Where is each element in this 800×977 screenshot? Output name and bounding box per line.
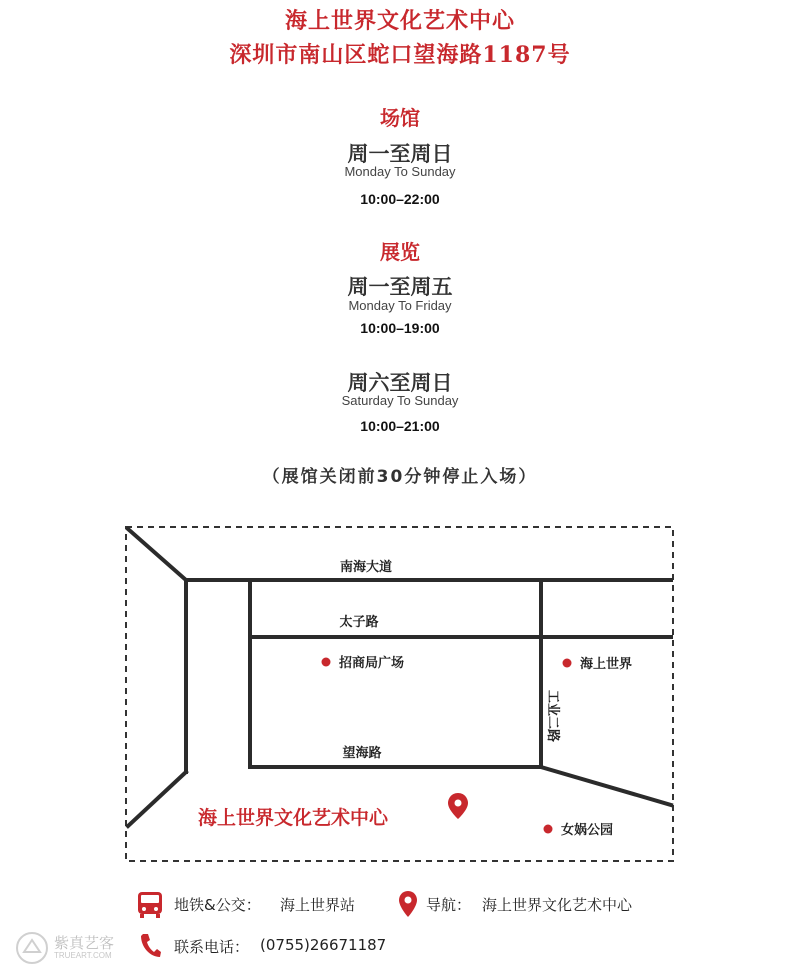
venue-address: 深圳市南山区蛇口望海路1187号 — [229, 42, 571, 68]
venue-hours: 10:00–22:00 — [360, 191, 440, 207]
footer-transport-row — [136, 890, 736, 920]
navigation-pin-icon — [398, 890, 418, 918]
transit-label: 地铁&公交： — [174, 896, 261, 914]
weekday-days-en: Monday To Friday — [348, 298, 452, 313]
road-diagonal-top — [128, 529, 186, 580]
venue-name: 海上世界文化艺术中心 — [284, 8, 515, 34]
poi-nvwa-dot — [544, 825, 553, 834]
poi-zhaoshang-dot — [322, 658, 331, 667]
watermark-logo-icon — [14, 930, 50, 966]
venue-hours-title: 场馆 — [380, 106, 420, 130]
road-gongye-label: 工业二路 — [545, 690, 560, 743]
poi-haishang-dot — [563, 659, 572, 668]
weekday-days-cn: 周一至周五 — [347, 275, 453, 299]
phone-value: (0755)26671187 — [260, 936, 387, 954]
road-nanhai-label: 南海大道 — [339, 560, 393, 575]
exhibition-title: 展览 — [380, 240, 420, 264]
venue-days-en: Monday To Sunday — [344, 164, 456, 179]
phone-icon — [138, 932, 162, 960]
map-roads — [128, 529, 671, 826]
road-taizi-label: 太子路 — [339, 615, 379, 630]
footer-phone-row — [136, 932, 736, 962]
map-destination-label: 海上世界文化艺术中心 — [198, 807, 389, 829]
watermark-cn: 紫真艺客 — [54, 934, 115, 952]
location-pin-icon — [448, 793, 468, 819]
venue-days-cn: 周一至周日 — [347, 142, 453, 166]
nav-label: 导航： — [426, 896, 472, 914]
poi-nvwa-label: 女娲公园 — [561, 823, 614, 838]
weekend-days-en: Saturday To Sunday — [341, 393, 459, 408]
weekday-hours: 10:00–19:00 — [360, 320, 440, 336]
weekend-days-cn: 周六至周日 — [347, 371, 453, 395]
weekend-hours: 10:00–21:00 — [360, 418, 440, 434]
bus-icon — [136, 890, 164, 920]
road-wanghai-label: 望海路 — [342, 746, 382, 761]
poi-haishang-label: 海上世界 — [580, 657, 633, 672]
road-diagonal-right — [541, 767, 671, 805]
road-diagonal-bottom — [128, 772, 186, 826]
phone-label: 联系电话： — [174, 938, 250, 956]
transit-value: 海上世界站 — [280, 896, 356, 914]
entry-notice: （展馆关闭前30分钟停止入场） — [262, 467, 538, 487]
watermark — [14, 930, 134, 966]
nav-value: 海上世界文化艺术中心 — [482, 896, 633, 914]
poi-zhaoshang-label: 招商局广场 — [339, 656, 405, 671]
watermark-en: TRUEART.COM — [54, 951, 112, 960]
